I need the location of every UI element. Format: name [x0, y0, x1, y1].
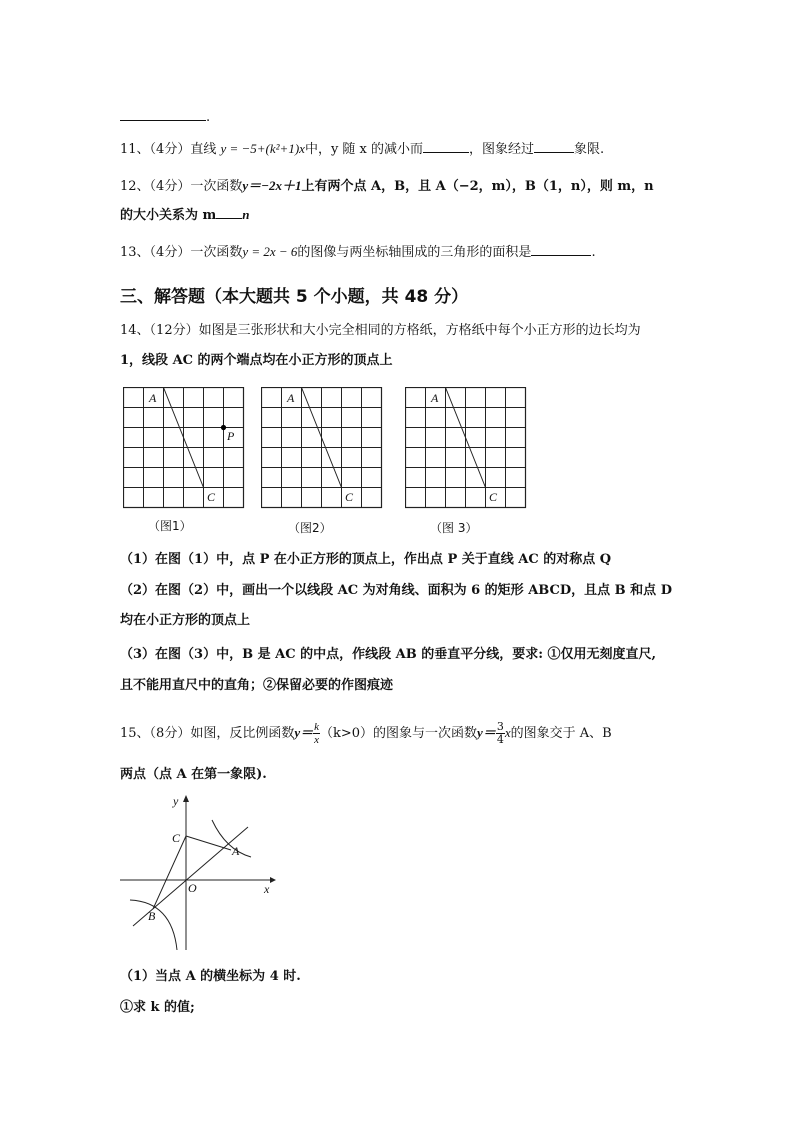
coordinate-figure [118, 790, 278, 952]
segment-ca [186, 836, 231, 850]
q11-suffix: 象限. [574, 142, 605, 157]
label-y: y [173, 794, 179, 808]
label-c: C [172, 831, 181, 845]
question-14-part3-line2: 且不能用直尺中的直角；②保留必要的作图痕迹 [120, 678, 394, 693]
q15-prefix: 15、（8分）如图，反比例函数 [120, 726, 295, 741]
point-p [221, 425, 226, 430]
q11-formula: y = −5+(k²+1)x [220, 141, 305, 156]
label-c: C [345, 490, 354, 504]
segment-cb [153, 836, 186, 909]
q15-x-var: x [504, 725, 511, 740]
grid-lines [406, 388, 526, 508]
section-title: 三、解答题（本大题共 5 个小题，共 48 分） [120, 287, 469, 307]
q12-prefix: 12、（4分）一次函数 [120, 179, 243, 194]
label-c: C [489, 490, 498, 504]
answer-blank [531, 243, 591, 256]
label-c: C [207, 490, 216, 504]
q12-n: n [242, 207, 250, 222]
q12-text: 上有两个点 A，B，且 A（−2，m），B（1，n），则 m，n [301, 179, 654, 194]
x-axis-arrow [270, 877, 276, 883]
answer-blank [423, 140, 469, 153]
q13-suffix: 的图像与两坐标轴围成的三角形的面积是 [297, 245, 532, 260]
caption-figure-2: （图2） [288, 521, 332, 535]
question-14-part2-line1: （2）在图（2）中，画出一个以线段 AC 为对角线、面积为 6 的矩形 ABCD，且点 B 和点 D [120, 583, 672, 598]
label-a: A [232, 844, 240, 858]
answer-blank [216, 206, 242, 219]
grid-lines [124, 388, 244, 508]
caption-figure-1: （图1） [148, 519, 192, 533]
grid-lines [262, 388, 382, 508]
question-13 [120, 243, 596, 262]
label-b: B [148, 909, 156, 923]
question-15-line2: 两点（点 A 在第一象限). [120, 767, 267, 782]
period: . [206, 110, 211, 125]
q11-prefix: 11、（4分）直线 [120, 142, 217, 157]
question-15-line1 [120, 718, 612, 749]
question-14-line2: 1，线段 AC 的两个端点均在小正方形的顶点上 [120, 353, 393, 368]
question-14-line1: 14、（12分）如图是三张形状和大小完全相同的方格纸，方格纸中每个小正方形的边长均为 [120, 323, 641, 338]
answer-blank [534, 140, 574, 153]
grid-figure-3 [405, 387, 529, 511]
denominator: x [314, 734, 319, 746]
q12-text2: 的大小关系为 m [120, 208, 217, 223]
y-axis-arrow [183, 795, 189, 802]
label-a: A [287, 391, 295, 405]
grid-figure-1 [123, 387, 247, 511]
question-11 [120, 140, 604, 159]
q12-formula: y＝−2x＋1 [242, 178, 302, 193]
q13-prefix: 13、（4分）一次函数 [120, 245, 243, 260]
question-14-part3-line1: （3）在图（3）中，B 是 AC 的中点，作线段 AB 的垂直平分线，要求: ①仅用无刻度直尺, [120, 647, 657, 662]
answer-blank [120, 108, 206, 121]
question-15-part1-sub1: ①求 k 的值; [120, 1000, 195, 1015]
fraction-3-over-4 [496, 721, 505, 746]
q11-mid2: ，图象经过 [469, 142, 535, 157]
question-14-part1: （1）在图（1）中，点 P 在小正方形的顶点上，作出点 P 关于直线 AC 的对称点 Q [120, 552, 612, 567]
previous-question-blank [120, 108, 210, 127]
denominator: 4 [496, 733, 504, 746]
question-12-line2 [120, 206, 250, 225]
question-12-line1 [120, 177, 654, 196]
label-a: A [431, 391, 439, 405]
grid-figure-2 [261, 387, 385, 511]
question-15-part1: （1）当点 A 的横坐标为 4 时. [120, 969, 301, 984]
q15-y-eq-1: y＝ [294, 725, 314, 740]
label-a: A [149, 391, 157, 405]
q13-end: . [591, 245, 596, 260]
q15-condition: （k>0）的图象与一次函数 [320, 726, 478, 741]
numerator: k [314, 721, 319, 733]
label-x: x [264, 882, 270, 896]
q11-mid: 中，y 随 x 的减小而 [304, 142, 424, 157]
q15-suffix: 的图象交于 A、B [510, 726, 612, 741]
caption-figure-3: （图 3） [430, 521, 478, 535]
q13-formula: y = 2x − 6 [242, 244, 298, 259]
question-14-part2-line2: 均在小正方形的顶点上 [120, 613, 251, 628]
fraction-k-over-x [313, 721, 320, 746]
label-o: O [188, 881, 197, 895]
numerator: 3 [496, 720, 504, 733]
label-p: P [227, 429, 235, 443]
q15-y-eq-2: y＝ [477, 725, 496, 740]
